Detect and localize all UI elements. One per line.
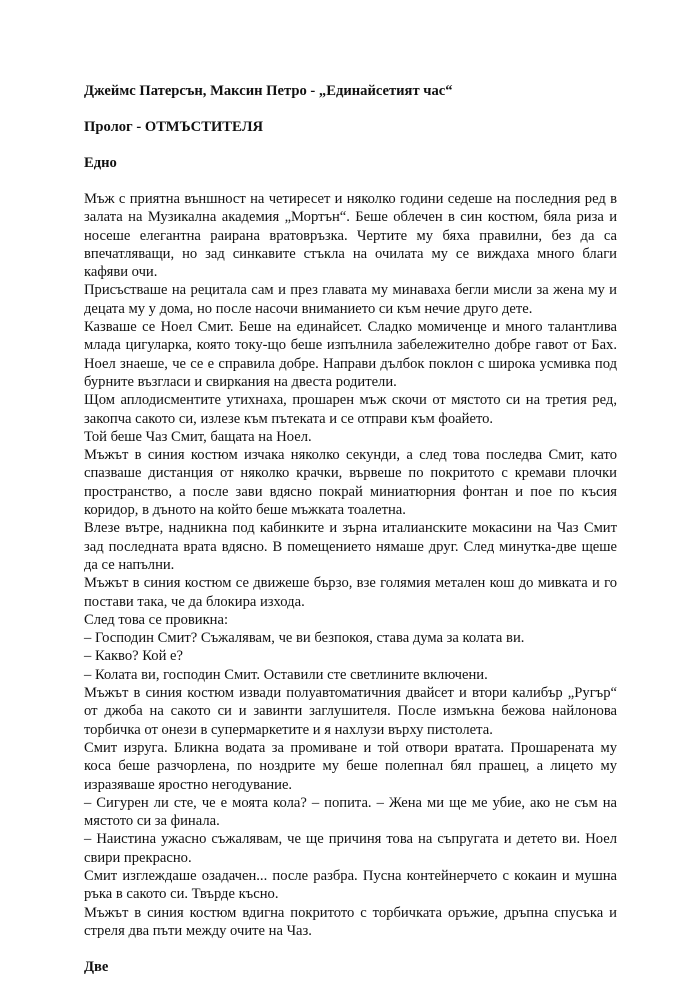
- chapter-two-heading: Две: [84, 959, 109, 976]
- paragraph: Той беше Чаз Смит, бащата на Ноел.: [84, 428, 312, 445]
- dialogue-line: – Господин Смит? Съжалявам, че ви безпокоя, става дума за колата ви.: [84, 630, 525, 647]
- dialogue-line: – Сигурен ли сте, че е моята кола? – попита. – Жена ми ще ме убие, ако не съм на мястото си за финала.: [84, 794, 617, 830]
- paragraph: Смит изглеждаше озадачен... после разбра. Пусна контейнерчето с кокаин и мушна ръка в сакото си. Твърде късно.: [84, 867, 617, 903]
- chapter-one-heading: Едно: [84, 155, 117, 171]
- paragraph: Щом аплодисментите утихнаха, прошарен мъж скочи от мястото си на третия ред, закопча сакото си, излезе към пътеката и се отправи към фоайето.: [84, 392, 617, 427]
- chapter-one-body: [84, 190, 617, 940]
- paragraph: Казваше се Ноел Смит. Беше на единайсет. Сладко момиченце и много талантлива млада цигуларка, която току-що беше изпълнила забележително добре гавот от Бах. Ноел знаеше, че се е справила добре. Направи дълбок поклон с широка усмивка под бурните възгласи и свиркания на двеста родители.: [84, 319, 617, 390]
- paragraph: Смит изруга. Бликна водата за промиване и той отвори вратата. Прошарената му коса беше разчорлена, по ноздрите му беше полепнал бял прашец, а лицето му изразяваше яростно негодувание.: [84, 739, 617, 793]
- paragraph: След това се провикна:: [84, 611, 228, 628]
- paragraph: Мъжът в синия костюм извади полуавтоматичния двайсет и втори калибър „Ругър“ от джоба на сакото си и завинти заглушителя. После измъкна бежова найлонова торбичка от онези в супермаркетите и я нахлузи върху пистолета.: [84, 685, 617, 738]
- paragraph: Влезе вътре, надникна под кабинките и зърна италианските мокасини на Чаз Смит зад последната врата вдясно. В помещението нямаше друг. След минутка-две щеше да се напълни.: [84, 520, 617, 573]
- document-title: Джеймс Патерсън, Максин Петро - „Единайсетият час“: [84, 83, 453, 99]
- paragraph: Мъжът в синия костюм вдигна покритото с торбичката оръжие, дръпна спусъка и стреля два пъти между очите на Чаз.: [84, 904, 617, 939]
- paragraph: Мъж с приятна външност на четиресет и няколко години седеше на последния ред в залата на Музикална академия „Мортън“. Беше облечен в син костюм, бяла риза и носеше елегантна раирана вратовръзка. Чертите му бяха правилни, без да са впечатляващи, но зад синкавите стъкла на очилата му се виждаха много благи кафяви очи.: [84, 191, 617, 281]
- paragraph: Мъжът в синия костюм се движеше бързо, взе голямия метален кош до мивката и го постави така, че да блокира изхода.: [84, 575, 617, 610]
- paragraph: Мъжът в синия костюм изчака няколко секунди, а след това последва Смит, като спазваше дистанция от няколко крачки, вървеше по покритото с кремави плочки пространство, а после зави вдясно покрай миниатюрния фонтан и пое по късия коридор, в дъното на който беше мъжката тоалетна.: [84, 447, 617, 519]
- prologue-heading: Пролог - ОТМЪСТИТЕЛЯ: [84, 119, 263, 135]
- dialogue-line: – Какво? Кой е?: [84, 648, 183, 665]
- dialogue-line: – Колата ви, господин Смит. Оставили сте светлините включени.: [84, 666, 488, 683]
- paragraph: Присъстваше на рецитала сам и през главата му минаваха бегли мисли за жена му и децата му у дома, но после насочи вниманието си към нечие друго дете.: [84, 282, 617, 317]
- dialogue-line: – Наистина ужасно съжалявам, че ще причиня това на съпругата и детето ви. Ноел свири прекрасно.: [84, 831, 617, 866]
